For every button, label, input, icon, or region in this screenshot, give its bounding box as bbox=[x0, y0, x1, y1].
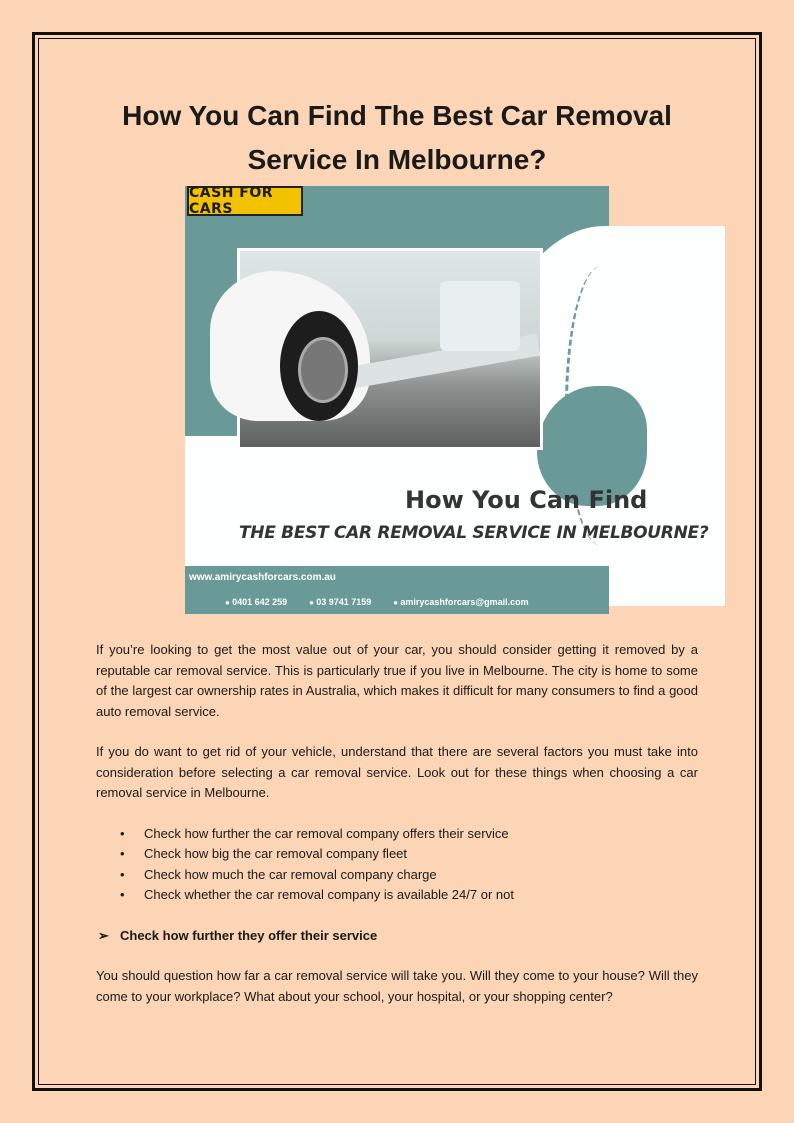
tow-truck-photo bbox=[237, 248, 543, 450]
phone-2: ● 03 9741 7159 bbox=[309, 597, 371, 607]
article-body bbox=[96, 640, 698, 1027]
title-line-1: How You Can Find The Best Car Removal bbox=[122, 100, 672, 131]
tow-truck-shape bbox=[440, 281, 520, 351]
section-subheading bbox=[96, 926, 698, 947]
document-title bbox=[96, 94, 698, 182]
list-item: • Check how further the car removal company offers their service bbox=[144, 824, 698, 845]
list-item: • Check how big the car removal company fleet bbox=[144, 844, 698, 865]
banner-image bbox=[185, 185, 709, 614]
paragraph-factors: If you do want to get rid of your vehicle, understand that there are several factors you must take into consideration before selecting a car removal service. Look out for these things when choosing a car removal service in Melbourne. bbox=[96, 744, 698, 800]
phone-1: ● 0401 642 259 bbox=[225, 597, 287, 607]
title-line-2: Service In Melbourne? bbox=[247, 144, 547, 175]
paragraph-intro: If you’re looking to get the most value out of your car, you should consider getting it removed by a reputable car removal service. This is particularly true if you live in Melbourne. The city is home to some of the largest car ownership rates in Australia, which makes it difficult for many consumers to find a good auto removal service. bbox=[96, 642, 698, 719]
banner-headline: How You Can Find bbox=[405, 486, 648, 514]
email: ● amirycashforcars@gmail.com bbox=[393, 597, 528, 607]
arrow-bullet-icon: ➢ bbox=[98, 927, 109, 943]
paragraph-distance: You should question how far a car removal service will take you. Will they come to your house? Will they come to your workplace? What about your school, your hospital, or your shopping center? bbox=[96, 968, 698, 1004]
list-item: • Check whether the car removal company is available 24/7 or not bbox=[144, 885, 698, 906]
banner-subheadline: THE BEST CAR REMOVAL SERVICE IN MELBOURNE? bbox=[239, 523, 709, 543]
banner-website: www.amirycashforcars.com.au bbox=[189, 572, 336, 583]
factor-list bbox=[96, 824, 698, 906]
cash-for-cars-logo: CASH FOR CARS bbox=[187, 186, 303, 216]
banner-contacts bbox=[225, 597, 605, 607]
car-rim-shape bbox=[298, 337, 348, 403]
list-item: • Check how much the car removal company charge bbox=[144, 865, 698, 886]
subheading-text: Check how further they offer their service bbox=[120, 927, 378, 943]
